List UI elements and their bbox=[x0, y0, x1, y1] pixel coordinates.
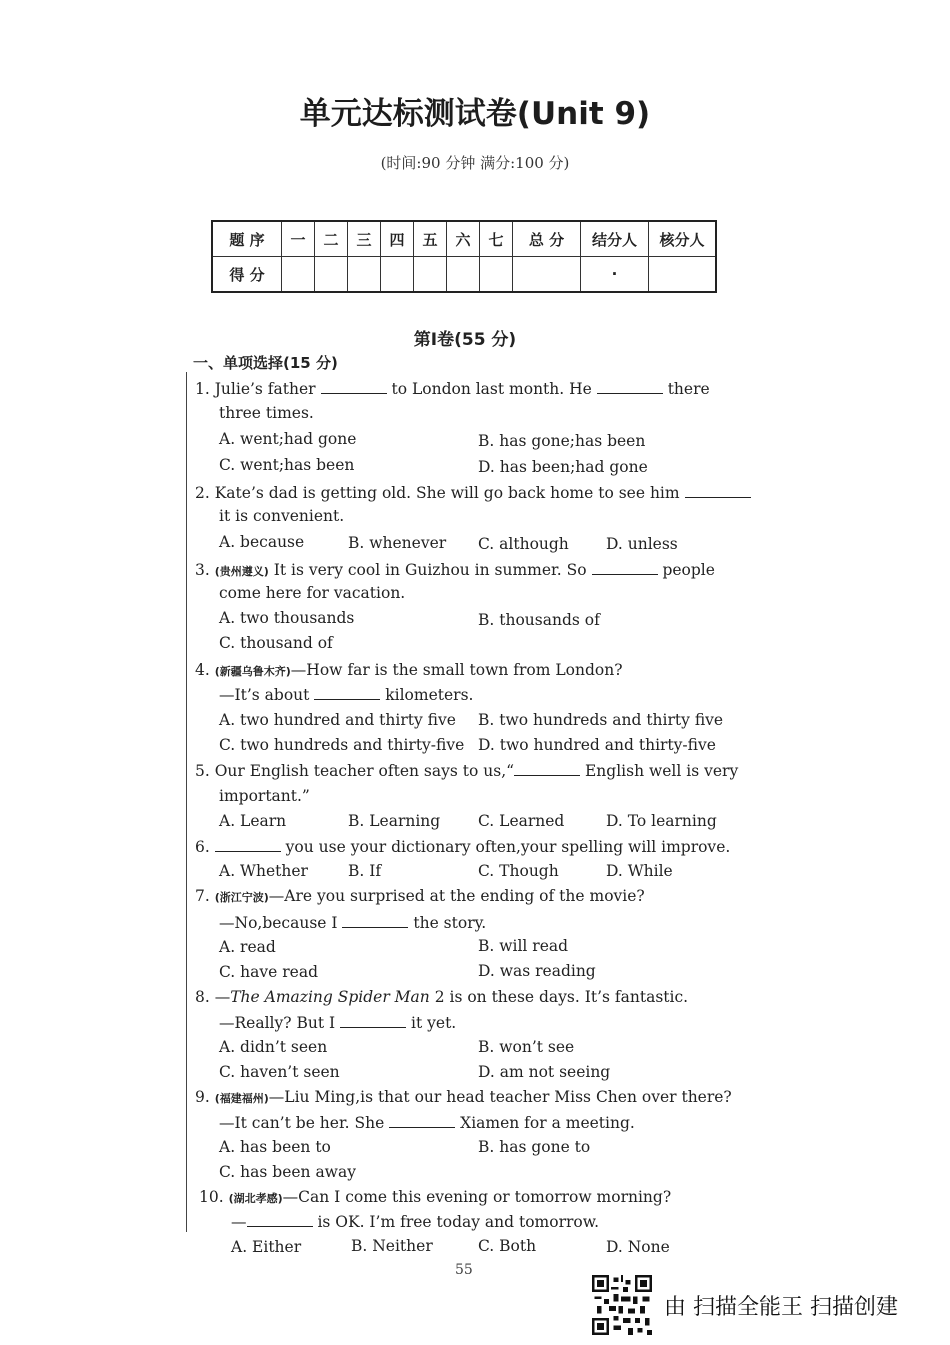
answer-blank bbox=[685, 483, 751, 498]
option-a: A. read bbox=[219, 938, 276, 956]
question-text: kilometers. bbox=[385, 686, 474, 704]
question-text: the story. bbox=[413, 914, 487, 932]
option-b: B. two hundreds and thirty five bbox=[478, 711, 724, 729]
answer-blank bbox=[389, 1113, 455, 1128]
option-c: C. have read bbox=[219, 963, 318, 981]
question-9-response bbox=[219, 1113, 635, 1132]
source-tag: (浙江宁波) bbox=[214, 891, 269, 904]
option-a: A. went;had gone bbox=[219, 430, 357, 448]
question-text: English well is very bbox=[584, 762, 739, 780]
question-1-stem-cont: three times. bbox=[219, 404, 314, 422]
option-c: C. haven’t seen bbox=[219, 1063, 340, 1081]
answer-blank bbox=[314, 685, 380, 700]
question-7-stem bbox=[195, 887, 645, 905]
option-b: B. Learning bbox=[348, 812, 441, 830]
scanner-watermark: 由 扫描全能王 扫描创建 bbox=[664, 1295, 898, 1320]
question-1-stem bbox=[195, 379, 710, 398]
part-title: 第Ⅰ卷(55 分) bbox=[413, 330, 517, 350]
table-cell bbox=[414, 257, 447, 293]
question-text: 2 is on these days. It’s fantastic. bbox=[434, 988, 689, 1006]
answer-blank bbox=[247, 1212, 313, 1227]
option-d: D. am not seeing bbox=[478, 1063, 611, 1081]
question-7-response bbox=[219, 913, 486, 932]
option-d: D. While bbox=[606, 862, 673, 880]
source-tag: (福建福州) bbox=[214, 1092, 269, 1105]
option-a: A. because bbox=[219, 533, 305, 551]
answer-blank bbox=[321, 379, 387, 394]
option-d: D. To learning bbox=[606, 812, 717, 830]
source-tag: (新疆乌鲁木齐) bbox=[214, 665, 291, 678]
question-6-stem bbox=[195, 837, 730, 856]
question-text: is OK. I’m free today and tomorrow. bbox=[317, 1213, 600, 1231]
option-b: B. won’t see bbox=[478, 1038, 575, 1056]
answer-blank bbox=[215, 837, 281, 852]
question-text: —Really? But I bbox=[219, 1014, 336, 1032]
question-8-stem bbox=[195, 988, 688, 1006]
option-a: A. Learn bbox=[219, 812, 287, 830]
question-text: to London last month. He bbox=[391, 380, 592, 398]
question-10-response bbox=[231, 1212, 599, 1231]
option-d: D. was reading bbox=[478, 962, 596, 980]
page-title: 单元达标测试卷(Unit 9) bbox=[299, 96, 651, 132]
question-4-response bbox=[219, 685, 473, 704]
question-text: —Can I come this evening or tomorrow morning? bbox=[282, 1188, 672, 1206]
option-a: A. Whether bbox=[219, 862, 308, 880]
table-cell: 五 bbox=[414, 221, 447, 257]
table-cell bbox=[381, 257, 414, 293]
option-c: C. Though bbox=[478, 862, 559, 880]
table-cell: · bbox=[581, 257, 649, 293]
table-cell bbox=[649, 257, 717, 293]
option-b: B. Neither bbox=[351, 1237, 433, 1255]
margin-divider bbox=[186, 372, 187, 1232]
question-text: It is very cool in Guizhou in summer. So bbox=[273, 561, 587, 579]
option-a: A. didn’t seen bbox=[219, 1038, 328, 1056]
question-text: 5. Our English teacher often says to us,“ bbox=[195, 762, 515, 780]
question-text: 3. bbox=[195, 561, 210, 579]
answer-blank bbox=[514, 761, 580, 776]
option-c: C. Both bbox=[478, 1237, 537, 1255]
score-table bbox=[211, 220, 717, 293]
table-cell: 一 bbox=[282, 221, 315, 257]
option-a: A. Either bbox=[231, 1238, 302, 1256]
option-d: D. None bbox=[606, 1238, 670, 1256]
option-c: C. thousand of bbox=[219, 634, 333, 652]
option-c: C. went;has been bbox=[219, 456, 355, 474]
table-cell bbox=[282, 257, 315, 293]
question-text: Xiamen for a meeting. bbox=[460, 1114, 635, 1132]
table-cell: 核分人 bbox=[649, 221, 717, 257]
question-10-stem bbox=[199, 1188, 671, 1206]
table-cell: 三 bbox=[348, 221, 381, 257]
answer-blank bbox=[340, 1013, 406, 1028]
table-cell: 六 bbox=[447, 221, 480, 257]
table-cell: 七 bbox=[480, 221, 513, 257]
source-tag: (贵州遵义) bbox=[214, 565, 269, 578]
table-cell bbox=[447, 257, 480, 293]
table-cell: 二 bbox=[315, 221, 348, 257]
question-9-stem bbox=[195, 1088, 732, 1106]
question-text: —No,because I bbox=[219, 914, 338, 932]
score-table-header-row bbox=[212, 221, 716, 257]
option-b: B. whenever bbox=[348, 534, 447, 552]
option-d: D. two hundred and thirty-five bbox=[478, 736, 716, 754]
question-text: —How far is the small town from London? bbox=[290, 661, 623, 679]
movie-title: The Amazing Spider Man bbox=[230, 988, 430, 1006]
option-b: B. will read bbox=[478, 937, 569, 955]
question-text: — bbox=[231, 1213, 247, 1231]
table-cell bbox=[513, 257, 581, 293]
question-5-stem-cont: important.” bbox=[219, 787, 310, 805]
question-text: people bbox=[662, 561, 715, 579]
answer-blank bbox=[597, 379, 663, 394]
table-cell: 四 bbox=[381, 221, 414, 257]
question-text: 10. bbox=[199, 1188, 224, 1206]
option-b: B. has gone to bbox=[478, 1138, 591, 1156]
score-table-score-row bbox=[212, 257, 716, 293]
table-cell: 题 序 bbox=[212, 221, 282, 257]
question-2-stem bbox=[195, 483, 751, 502]
option-b: B. If bbox=[348, 862, 382, 880]
question-3-stem-cont: come here for vacation. bbox=[219, 584, 406, 602]
table-cell bbox=[315, 257, 348, 293]
question-text: there bbox=[667, 380, 710, 398]
question-text: —Are you surprised at the ending of the movie? bbox=[268, 887, 645, 905]
table-cell: 总 分 bbox=[513, 221, 581, 257]
question-text: 9. bbox=[195, 1088, 210, 1106]
answer-blank bbox=[592, 560, 658, 575]
option-d: D. unless bbox=[606, 535, 678, 553]
question-text: —It can’t be her. She bbox=[219, 1114, 385, 1132]
table-cell: 结分人 bbox=[581, 221, 649, 257]
option-c: C. two hundreds and thirty-five bbox=[219, 736, 465, 754]
table-cell bbox=[480, 257, 513, 293]
table-cell bbox=[348, 257, 381, 293]
question-text: 4. bbox=[195, 661, 210, 679]
option-b: B. thousands of bbox=[478, 611, 600, 629]
question-4-stem bbox=[195, 661, 623, 679]
option-b: B. has gone;has been bbox=[478, 432, 646, 450]
option-c: C. Learned bbox=[478, 812, 565, 830]
question-text: 8. — bbox=[195, 988, 231, 1006]
source-tag: (湖北孝感) bbox=[228, 1192, 283, 1205]
page-number: 55 bbox=[455, 1262, 473, 1278]
option-d: D. has been;had gone bbox=[478, 458, 648, 476]
question-text: 2. Kate’s dad is getting old. She will go back home to see him bbox=[195, 484, 680, 502]
question-text: 7. bbox=[195, 887, 210, 905]
option-a: A. two thousands bbox=[219, 609, 355, 627]
table-cell: 得 分 bbox=[212, 257, 282, 293]
question-8-response bbox=[219, 1013, 456, 1032]
question-text: —It’s about bbox=[219, 686, 310, 704]
question-text: it yet. bbox=[411, 1014, 457, 1032]
question-text: 6. bbox=[195, 838, 210, 856]
question-text: —Liu Ming,is that our head teacher Miss Chen over there? bbox=[268, 1088, 732, 1106]
option-a: A. has been to bbox=[219, 1138, 331, 1156]
question-text: you use your dictionary often,your spelling will improve. bbox=[285, 838, 731, 856]
answer-blank bbox=[342, 913, 408, 928]
section-title: 一、单项选择(15 分) bbox=[193, 354, 338, 372]
qr-code-icon bbox=[592, 1275, 652, 1335]
question-2-stem-cont: it is convenient. bbox=[219, 507, 345, 525]
option-a: A. two hundred and thirty five bbox=[219, 711, 456, 729]
question-text: 1. Julie’s father bbox=[195, 380, 316, 398]
exam-info: (时间:90 分钟 满分:100 分) bbox=[380, 154, 570, 172]
option-c: C. has been away bbox=[219, 1163, 356, 1181]
question-3-stem bbox=[195, 560, 715, 579]
option-c: C. although bbox=[478, 535, 569, 553]
question-5-stem bbox=[195, 761, 738, 780]
